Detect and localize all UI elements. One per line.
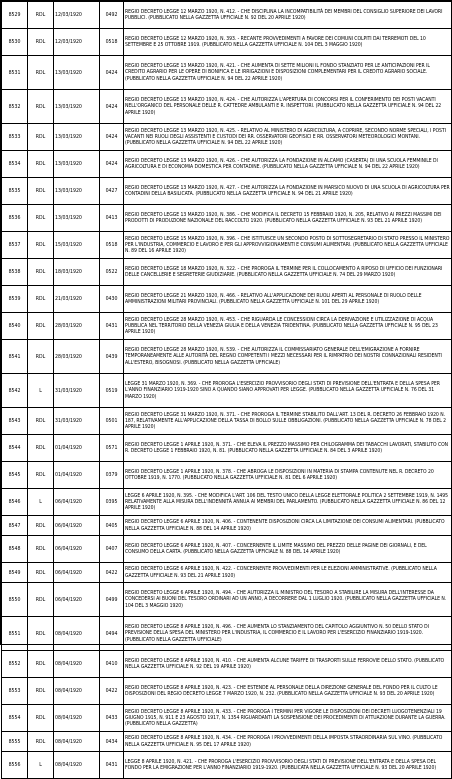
act-type: RDL	[28, 583, 54, 617]
row-number: 8556	[2, 752, 28, 779]
act-date: 21/03/1920	[54, 286, 100, 313]
act-description: REGIO DECRETO LEGGE 8 APRILE 1920, N. 433. - CHE PROROGA I TERMINI PER VIGORE LE DISPOSIZIONI DEI DECRETI LUOGOTENENZIALI 19 GIUGNO 1915, N. 911 E 23 AGOSTO 1917, N. 1354 RIGUARDANTI LA SOSPENSIONE DEI PROCEDIMENTI DI ATTUAZIONE DURANTE LA GUERRA. (PUBBLICATO NELLA GAZZETTA)	[124, 705, 452, 732]
row-number: 8548	[2, 536, 28, 563]
act-code: 0424	[100, 151, 124, 178]
table-row	[2, 435, 452, 462]
table-body	[2, 2, 452, 779]
act-code: 0433	[100, 705, 124, 732]
table-row	[2, 90, 452, 124]
act-description: REGIO DECRETO LEGGE 8 APRILE 1920, N. 423. - CHE ESTENDE AL PERSONALE DELLA DIREZIONE GENERALE DEL FONDO PER IL CULTO LE DISPOSIZIONI DEL REGIO DECRETO LEGGE 7 MARZO 1920, N. 232. (PUBBLICATO NELLA GAZZETTA UFFICIALE N. 93 DEL 20 APRILE 1920)	[124, 678, 452, 705]
table-row	[2, 462, 452, 489]
act-code: 0439	[100, 340, 124, 374]
act-type: RDL	[28, 705, 54, 732]
table-row	[2, 651, 452, 678]
row-number: 8532	[2, 90, 28, 124]
act-date: 06/04/1920	[54, 516, 100, 536]
table-row	[2, 752, 452, 779]
table-row	[2, 536, 452, 563]
row-number: 8554	[2, 705, 28, 732]
act-code: 0424	[100, 124, 124, 151]
table-row	[2, 2, 452, 29]
table-row	[2, 678, 452, 705]
act-description: REGIO DECRETO LEGGE 15 MARZO 1920, N. 396. - CHE ISTITUISCE UN SECONDO POSTO DI SOTTOSEGRETARIO DI STATO PRESSO IL MINISTERO PER L'INDUSTRIA, COMMERCIO E LAVORO E PER GLI APPROVVIGIONAMENTI E CONSUMI ALIMENTARI. (PUBBLICATO NELLA GAZZETTA UFFICIALE N. 89 DEL 16 APRILE 1920)	[124, 232, 452, 259]
act-code: 0422	[100, 678, 124, 705]
table-row	[2, 205, 452, 232]
act-date: 15/03/1920	[54, 232, 100, 259]
act-date: 08/04/1920	[54, 732, 100, 752]
act-code: 0424	[100, 90, 124, 124]
act-code: 0407	[100, 536, 124, 563]
act-code: 0395	[100, 489, 124, 516]
legislation-table	[1, 1, 452, 779]
act-code: 0522	[100, 259, 124, 286]
act-type: RDL	[28, 29, 54, 56]
act-description: REGIO DECRETO LEGGE 28 MARZO 1920, N. 453. - CHE RIGUARDA LE CONCESSIONI CIRCA LA DERIVAZIONE E UTILIZZAZIONE DI ACQUA PUBBLICA NEL TERRITORIO DELLA VENEZIA GIULIA E DELLA VENEZIA TRIDENTINA. (PUBBLICATO NELLA GAZZETTA UFFICIALE N. 95 DEL 23 APRILE 1920)	[124, 313, 452, 340]
row-number: 8547	[2, 516, 28, 536]
act-date: 18/03/1920	[54, 259, 100, 286]
act-date: 13/03/1920	[54, 205, 100, 232]
row-number: 8545	[2, 462, 28, 489]
table-row	[2, 583, 452, 617]
act-description: REGIO DECRETO LEGGE 13 MARZO 1920, N. 427. - CHE AUTORIZZA LA FONDAZIONE IN MARSICO NUOVO DI UNA SCUOLA DI AGRICOLTURA PER CONTADINI DELLA BASILICATA. (PUBBLICATO NELLA GAZZETTA UFFICIALE N. 94 DEL 21 APRILE 1920)	[124, 178, 452, 205]
row-number: 8542	[2, 374, 28, 408]
act-date: 01/04/1920	[54, 435, 100, 462]
act-date: 08/04/1920	[54, 752, 100, 779]
row-number: 8555	[2, 732, 28, 752]
act-type: RDL	[28, 617, 54, 651]
act-description: REGIO DECRETO LEGGE 13 MARZO 1920, N. 426. - CHE AUTORIZZA LA FONDAZIONE IN ALCAMO (CASERTA) DI UNA SCUOLA FEMMINILE DI AGRICOLTURA E DI ECONOMIA DOMESTICA PER CONTADINE. (PUBBLICATO NELLA GAZZETTA UFFICIALE N. 94 DEL 22 APRILE 1920)	[124, 151, 452, 178]
act-code: 0434	[100, 732, 124, 752]
row-number: 8529	[2, 2, 28, 29]
act-description: REGIO DECRETO LEGGE 8 APRILE 1920, N. 410. - CHE AUMENTA ALCUNE TARIFFE DI TRASPORTI SULLE FERROVIE DELLO STATO. (PUBBLICATO NELLA GAZZETTA UFFICIALE N. 92 DEL 19 APRILE 1920)	[124, 651, 452, 678]
act-code: 0379	[100, 462, 124, 489]
table-row	[2, 374, 452, 408]
table-row	[2, 617, 452, 651]
act-type: RDL	[28, 205, 54, 232]
act-code: 0492	[100, 2, 124, 29]
act-code: 0430	[100, 286, 124, 313]
table-row	[2, 56, 452, 90]
act-type: RDL	[28, 678, 54, 705]
act-date: 08/04/1920	[54, 617, 100, 651]
table-row	[2, 151, 452, 178]
act-description: REGIO DECRETO LEGGE 1 APRILE 1920, N. 378. - CHE ABROGA LE DISPOSIZIONI IN MATERIA DI STAMPA CONTENUTE NEL R. DECRETO 20 OTTOBRE 1919, N. 1770. (PUBBLICATO NELLA GAZZETTA UFFICIALE N. 81 DEL 6 APRILE 1920)	[124, 462, 452, 489]
table-row	[2, 124, 452, 151]
table-row	[2, 408, 452, 435]
row-number: 8543	[2, 408, 28, 435]
act-description: REGIO DECRETO LEGGE 1 APRILE 1920, N. 371. - CHE ELEVA IL PREZZO MASSIMO PER CHILOGRAMMA DEI TABACCHI LAVORATI, STABILITO CON R. DECRETO LEGGE 1 FEBBRAIO 1920, N. 81. (PUBBLICATO NELLA GAZZETTA UFFICIALE N. 84 DEL 3 APRILE 1920)	[124, 435, 452, 462]
act-type: RDL	[28, 408, 54, 435]
row-number: 8546	[2, 489, 28, 516]
act-code: 0518	[100, 232, 124, 259]
act-description: REGIO DECRETO LEGGE 21 MARZO 1920, N. 466. - RELATIVO ALL'APPLICAZIONE DEI RUOLI APERTI AL PERSONALE DI RUOLO DELLE AMMINISTRAZIONI MILITARI PROVINCIALI. (PUBBLICATO NELLA GAZZETTA UFFICIALE N. 101 DEL 29 APRILE 1920)	[124, 286, 452, 313]
act-code: 0494	[100, 617, 124, 651]
act-code: 0405	[100, 516, 124, 536]
act-date: 31/03/1920	[54, 408, 100, 435]
row-number: 8534	[2, 151, 28, 178]
act-description: REGIO DECRETO LEGGE 18 MARZO 1920, N. 322. - CHE PROROGA IL TERMINE PER IL COLLOCAMENTO A RIPOSO DI UFFICIO DEI FUNZIONARI DELLE CANCELLERIE E SEGRETERIE GIUDIZIARIE. (PUBBLICATO NELLA GAZZETTA UFFICIALE N. 74 DEL 29 MARZO 1920)	[124, 259, 452, 286]
table-row	[2, 232, 452, 259]
row-number: 8530	[2, 29, 28, 56]
act-description: REGIO DECRETO LEGGE 28 MARZO 1920, N. 539. - CHE AUTORIZZA IL COMMISSARIATO GENERALE DELL'EMIGRAZIONE A FORNIRE TEMPORANEAMENTE ALLE AUTORITÀ DEL REGNO COMPETENTI I MEZZI NECESSARI PER IL RIMPATRIO DEI NOSTRI CONNAZIONALI RESIDENTI ALL'ESTERO, BISOGNOSI. (PUBBLICATO NELLA GAZZETTA UFFICIALE)	[124, 340, 452, 374]
table-row	[2, 563, 452, 583]
table-row	[2, 29, 452, 56]
row-number: 8541	[2, 340, 28, 374]
row-number: 8551	[2, 617, 28, 651]
table-row	[2, 286, 452, 313]
table-row	[2, 732, 452, 752]
row-number: 8544	[2, 435, 28, 462]
act-description: LEGGE 8 APRILE 1920, N. 421. - CHE PROROGA L'ESERCIZIO PROVVISORIO DEGLI STATI DI PREVISIONE DELL'ENTRATA E DELLA SPESA DEL FONDO PER LA EMIGRAZIONE PER L'ANNO FINANZIARIO 1919-1920. (PUBBLICATA NELLA GAZZETTA UFFICIALE N. 93 DEL 20 APRILE 1920)	[124, 752, 452, 779]
act-type: RDL	[28, 151, 54, 178]
act-date: 08/04/1920	[54, 678, 100, 705]
table-row	[2, 259, 452, 286]
act-description: REGIO DECRETO LEGGE 6 APRILE 1920, N. 422. - CONCERNENTE PROVVEDIMENTI PER LE ELEZIONI AMMINISTRATIVE. (PUBBLICATO NELLA GAZZETTA UFFICIALE N. 93 DEL 21 APRILE 1920)	[124, 563, 452, 583]
act-code: 0413	[100, 205, 124, 232]
act-description: LEGGE 6 APRILE 1920, N. 395. - CHE MODIFICA L'ART. 106 DEL TESTO UNICO DELLA LEGGE ELETTORALE POLITICA 2 SETTEMBRE 1919, N. 1495 RELATIVAMENTE ALLA MISURA DELL'INDENNITÀ ANNUA AI MEMBRI DEL PARLAMENTO. (PUBBLICATO NELLA GAZZETTA UFFICIALE N. 86 DEL 12 APRILE 1920)	[124, 489, 452, 516]
act-code: 0571	[100, 435, 124, 462]
act-description: REGIO DECRETO LEGGE 13 MARZO 1920, N. 424. - CHE AUTORIZZA L'APERTURA DI CONCORSI PER IL CONFERIMENTO DEI POSTI VACANTI NELL'ORGANICO DEL PERSONALE DELLE R. CATTEDRE AMBULANTI E R. INSPETTORI. (PUBBLICATO NELLA GAZZETTA UFFICIALE N. 94 DEL 22 APRILE 1920)	[124, 90, 452, 124]
act-description: REGIO DECRETO LEGGE 12 MARZO 1920, N. 393. - RECANTE PROVVEDIMENTI A FAVORE DEI COMUNI COLPITI DAI TERREMOTI DEL 10 SETTEMBRE E 25 OTTOBRE 1919. (PUBBLICATO NELLA GAZZETTA UFFICIALE N. 104 DEL 3 MAGGIO 1920)	[124, 29, 452, 56]
row-number: 8549	[2, 563, 28, 583]
table-row	[2, 516, 452, 536]
act-code: 0519	[100, 374, 124, 408]
act-type: RDL	[28, 516, 54, 536]
act-date: 13/03/1920	[54, 178, 100, 205]
act-code: 0431	[100, 752, 124, 779]
row-number: 8540	[2, 313, 28, 340]
row-number: 8537	[2, 232, 28, 259]
row-number: 8552	[2, 651, 28, 678]
act-type: RDL	[28, 536, 54, 563]
act-type: RDL	[28, 340, 54, 374]
row-number: 8531	[2, 56, 28, 90]
act-description: REGIO DECRETO LEGGE 8 APRILE 1920, N. 496. - CHE AUMENTA LO STANZIAMENTO DEL CAPITOLO AGGIUNTIVO N. 50 DELLO STATO DI PREVISIONE DELLA SPESA DEL MINISTERO PER L'INDUSTRIA, IL COMMERCIO E IL LAVORO PER L'ESERCIZIO FINANZIARIO 1919-1920. (PUBBLICATO NELLA GAZZETTA UFFICIALE)	[124, 617, 452, 651]
act-date: 12/03/1920	[54, 29, 100, 56]
act-date: 12/03/1920	[54, 2, 100, 29]
act-date: 13/03/1920	[54, 124, 100, 151]
act-code: 0518	[100, 29, 124, 56]
act-code: 0499	[100, 583, 124, 617]
table-row	[2, 313, 452, 340]
act-code: 0431	[100, 313, 124, 340]
row-number: 8539	[2, 286, 28, 313]
act-type: RDL	[28, 56, 54, 90]
act-date: 31/03/1920	[54, 374, 100, 408]
act-date: 13/03/1920	[54, 151, 100, 178]
act-code: 0422	[100, 563, 124, 583]
act-type: RDL	[28, 90, 54, 124]
act-type: RDL	[28, 2, 54, 29]
act-description: REGIO DECRETO LEGGE 13 MARZO 1920, N. 421. - CHE AUMENTA DI SETTE MILIONI IL FONDO STANZIATO PER LE ANTICIPAZIONI PER IL CREDITO AGRARIO PER LE OPERE DI BONIFICA E LE IRRIGAZIONI E DISPOSIZIONI COMPLEMENTARI PER IL CREDITO AGRARIO SOCIALE. (PUBBLICATO NELLA GAZZETTA UFFICIALE N. 94 DEL 22 APRILE 1920)	[124, 56, 452, 90]
act-type: RDL	[28, 124, 54, 151]
act-date: 28/03/1920	[54, 313, 100, 340]
act-date: 06/04/1920	[54, 583, 100, 617]
table-row	[2, 340, 452, 374]
act-date: 08/04/1920	[54, 705, 100, 732]
act-type: RDL	[28, 313, 54, 340]
act-description: REGIO DECRETO LEGGE 6 APRILE 1920, N. 407. - CONCERNENTE IL LIMITE MASSIMO DEL PREZZO DELLE PAGINE DEI GIORNALI, E DEL CONSUMO DELLA CARTA. (PUBBLICATO NELLA GAZZETTA UFFICIALE N. 88 DEL 14 APRILE 1920)	[124, 536, 452, 563]
act-type: RDL	[28, 732, 54, 752]
act-date: 08/04/1920	[54, 651, 100, 678]
row-number: 8550	[2, 583, 28, 617]
table-row	[2, 705, 452, 732]
row-number: 8538	[2, 259, 28, 286]
act-date: 06/04/1920	[54, 563, 100, 583]
act-type: L	[28, 374, 54, 408]
row-number: 8553	[2, 678, 28, 705]
row-number: 8533	[2, 124, 28, 151]
act-type: RDL	[28, 232, 54, 259]
table-row	[2, 178, 452, 205]
act-date: 28/03/1920	[54, 340, 100, 374]
act-code: 0410	[100, 651, 124, 678]
act-type: L	[28, 489, 54, 516]
act-description: REGIO DECRETO LEGGE 13 MARZO 1920, N. 425. - RELATIVO AL MINISTERO DI AGRICOLTURA, A COPRIRE, SECONDO NORME SPECIALI, I POSTI VACANTI NEI RUOLI DEGLI ASSISTENTI E CUSTODI DEI RR. OSSERVATORI GEOFISICI E RR. OSSERVATORI METEOROLOGICI MONTANI. (PUBBLICATO NELLA GAZZETTA UFFICIALE N. 94 DEL 22 APRILE 1920)	[124, 124, 452, 151]
act-code: 0424	[100, 56, 124, 90]
act-code: 0501	[100, 408, 124, 435]
act-type: RDL	[28, 435, 54, 462]
act-date: 01/04/1920	[54, 462, 100, 489]
act-description: REGIO DECRETO LEGGE 13 MARZO 1920, N. 386. - CHE MODIFICA IL DECRETO 15 FEBBRAIO 1920, N. 205, RELATIVO AI PREZZI MASSIMI DEI PRODOTTI DI PRODUZIONE NAZIONALE DEL RACCOLTO 1920. (PUBBLICATO NELLA GAZZETTA UFFICIALE N. 93 DEL 21 APRILE 1920)	[124, 205, 452, 232]
act-type: RDL	[28, 286, 54, 313]
act-type: RDL	[28, 563, 54, 583]
act-description: REGIO DECRETO LEGGE 8 APRILE 1920, N. 434. - CHE PROROGA I PROVVEDIMENTI DELLA IMPOSTA STRAORDINARIA SUL VINO. (PUBBLICATO NELLA GAZZETTA UFFICIALE N. 95 DEL 17 APRILE 1920)	[124, 732, 452, 752]
row-number: 8535	[2, 178, 28, 205]
table-row	[2, 489, 452, 516]
act-date: 06/04/1920	[54, 536, 100, 563]
act-description: REGIO DECRETO LEGGE 31 MARZO 1920, N. 371. - CHE PROROGA IL TERMINE STABILITO DALL'ART. 13 DEL R. DECRETO 26 FEBBRAIO 1920 N. 187, RELATIVAMENTE ALL'APPLICAZIONE DELLA TASSA DI BOLLO SULLE OBBLIGAZIONI. (PUBBLICATO NELLA GAZZETTA UFFICIALE N. 78 DEL 2 APRILE 1920)	[124, 408, 452, 435]
act-type: RDL	[28, 462, 54, 489]
act-date: 06/04/1920	[54, 489, 100, 516]
act-date: 13/03/1920	[54, 90, 100, 124]
act-description: REGIO DECRETO LEGGE 12 MARZO 1920, N. 412. - CHE DISCIPLINA LA INCOMPATIBILITÀ DEI MEMBRI DEL CONSIGLIO SUPERIORE DEI LAVORI PUBBLICI. (PUBBLICATO NELLA GAZZETTA UFFICIALE N. 92 DEL 20 APRILE 1920)	[124, 2, 452, 29]
act-description: REGIO DECRETO LEGGE 6 APRILE 1920, N. 494. - CHE AUTORIZZA IL MINISTRO DEL TESORO A STABILIRE LA MISURA DELL'INTERESSE DA CONCEDERSI AI BUONI DEL TESORO ORDINARI AD UN ANNO, A DECORRERE DAL 1 LUGLIO 1920. (PUBBLICATO NELLA GAZZETTA UFFICIALE N. 104 DEL 3 MAGGIO 1920)	[124, 583, 452, 617]
act-code: 0427	[100, 178, 124, 205]
act-description: LEGGE 31 MARZO 1920, N. 369. - CHE PROROGA L'ESERCIZIO PROVVISORIO DEGLI STATI DI PREVISIONE DELL'ENTRATA E DELLA SPESA PER L'ANNO FINANZIARIO 1919-1920 SINO A QUANDO SIANO APPROVATI PER LEGGE. (PUBBLICATO NELLA GAZZETTA UFFICIALE N. 76 DEL 31 MARZO 1920)	[124, 374, 452, 408]
act-type: RDL	[28, 178, 54, 205]
act-type: RDL	[28, 651, 54, 678]
row-number: 8536	[2, 205, 28, 232]
act-description: REGIO DECRETO LEGGE 6 APRILE 1920, N. 406. - CONTENENTE DISPOSIZIONI CIRCA LA LIMITAZIONE DEI CONSUMI ALIMENTARI. (PUBBLICATO NELLA GAZZETTA UFFICIALE N. 88 DEL 14 APRILE 1920)	[124, 516, 452, 536]
act-type: RDL	[28, 259, 54, 286]
act-type: L	[28, 752, 54, 779]
act-date: 13/03/1920	[54, 56, 100, 90]
